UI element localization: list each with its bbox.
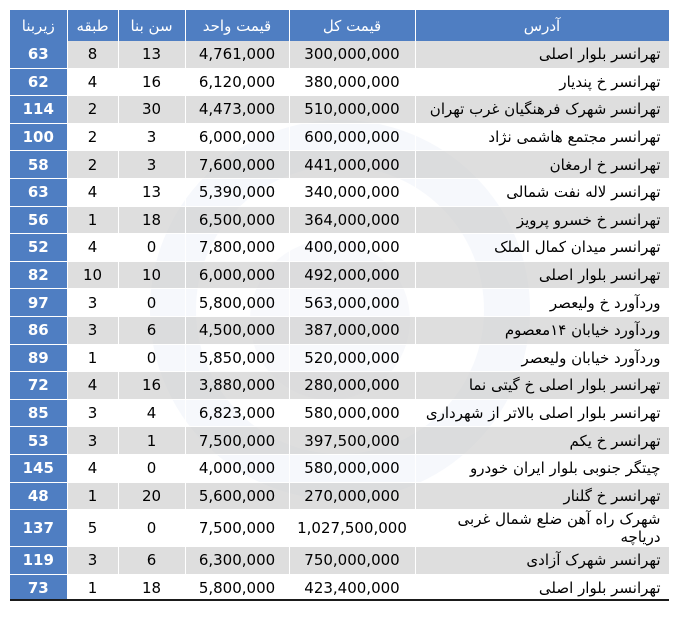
cell-address: تهرانسر مجتمع هاشمی نژاد <box>415 123 669 151</box>
cell-age: 1 <box>118 427 185 455</box>
cell-total-price: 600,000,000 <box>289 123 415 151</box>
header-unit-price: قیمت واحد <box>185 10 289 41</box>
cell-area: 73 <box>10 574 67 602</box>
cell-age: 0 <box>118 289 185 317</box>
cell-address: وردآورد خیابان ۱۴معصوم <box>415 316 669 344</box>
cell-unit-price: 4,000,000 <box>185 454 289 482</box>
cell-area: 82 <box>10 261 67 289</box>
cell-total-price: 510,000,000 <box>289 96 415 124</box>
table-row <box>10 151 669 179</box>
cell-unit-price: 6,300,000 <box>185 547 289 575</box>
table-row <box>10 316 669 344</box>
cell-floor: 1 <box>67 206 118 234</box>
cell-floor: 2 <box>67 96 118 124</box>
cell-address: تهرانسر بلوار اصلی <box>415 261 669 289</box>
cell-address: شهرک راه آهن ضلع شمال غربی دریاچه <box>415 510 669 547</box>
cell-address: تهرانسر بلوار اصلی <box>415 574 669 602</box>
cell-area: 89 <box>10 344 67 372</box>
cell-floor: 2 <box>67 151 118 179</box>
cell-area: 63 <box>10 41 67 68</box>
cell-floor: 3 <box>67 427 118 455</box>
cell-area: 72 <box>10 372 67 400</box>
cell-address: تهرانسر بلوار اصلی بالاتر از شهرداری <box>415 399 669 427</box>
table-row <box>10 289 669 317</box>
cell-total-price: 520,000,000 <box>289 344 415 372</box>
cell-address: تهرانسر خ خسرو پرویز <box>415 206 669 234</box>
table-row <box>10 454 669 482</box>
cell-unit-price: 6,000,000 <box>185 123 289 151</box>
cell-total-price: 580,000,000 <box>289 454 415 482</box>
cell-age: 20 <box>118 482 185 510</box>
cell-unit-price: 5,850,000 <box>185 344 289 372</box>
cell-total-price: 380,000,000 <box>289 68 415 96</box>
cell-area: 85 <box>10 399 67 427</box>
cell-unit-price: 4,473,000 <box>185 96 289 124</box>
cell-unit-price: 7,600,000 <box>185 151 289 179</box>
cell-floor: 4 <box>67 372 118 400</box>
cell-unit-price: 5,800,000 <box>185 289 289 317</box>
table-row <box>10 574 669 602</box>
cell-floor: 4 <box>67 68 118 96</box>
cell-address: چیتگر جنوبی بلوار ایران خودرو <box>415 454 669 482</box>
cell-address: تهرانسر خ گلنار <box>415 482 669 510</box>
table-body <box>10 41 669 602</box>
cell-age: 16 <box>118 372 185 400</box>
table-header-row <box>10 10 669 41</box>
cell-unit-price: 6,823,000 <box>185 399 289 427</box>
table-row <box>10 68 669 96</box>
cell-area: 114 <box>10 96 67 124</box>
cell-unit-price: 6,000,000 <box>185 261 289 289</box>
cell-total-price: 387,000,000 <box>289 316 415 344</box>
header-floor: طبقه <box>67 10 118 41</box>
cell-unit-price: 5,800,000 <box>185 574 289 602</box>
cell-floor: 3 <box>67 316 118 344</box>
cell-age: 3 <box>118 151 185 179</box>
cell-address: تهرانسر خ پندیار <box>415 68 669 96</box>
table-row <box>10 399 669 427</box>
cell-age: 0 <box>118 510 185 547</box>
table-row <box>10 482 669 510</box>
cell-total-price: 423,400,000 <box>289 574 415 602</box>
cell-address: تهرانسر بلوار اصلی <box>415 41 669 68</box>
cell-unit-price: 3,880,000 <box>185 372 289 400</box>
cell-floor: 3 <box>67 399 118 427</box>
cell-unit-price: 4,761,000 <box>185 41 289 68</box>
price-table-container <box>10 10 669 602</box>
cell-floor: 10 <box>67 261 118 289</box>
cell-address: تهرانسر شهرک فرهنگیان غرب تهران <box>415 96 669 124</box>
cell-age: 6 <box>118 316 185 344</box>
table-row <box>10 41 669 68</box>
cell-area: 119 <box>10 547 67 575</box>
cell-total-price: 397,500,000 <box>289 427 415 455</box>
cell-address: تهرانسر لاله نفت شمالی <box>415 178 669 206</box>
cell-floor: 1 <box>67 574 118 602</box>
cell-age: 13 <box>118 178 185 206</box>
cell-area: 63 <box>10 178 67 206</box>
table-row <box>10 547 669 575</box>
cell-age: 10 <box>118 261 185 289</box>
cell-address: وردآورد خیابان ولیعصر <box>415 344 669 372</box>
cell-total-price: 300,000,000 <box>289 41 415 68</box>
cell-area: 53 <box>10 427 67 455</box>
cell-unit-price: 7,500,000 <box>185 510 289 547</box>
cell-floor: 8 <box>67 41 118 68</box>
cell-area: 137 <box>10 510 67 547</box>
cell-area: 56 <box>10 206 67 234</box>
cell-unit-price: 5,600,000 <box>185 482 289 510</box>
cell-area: 145 <box>10 454 67 482</box>
header-address: آدرس <box>415 10 669 41</box>
cell-unit-price: 6,500,000 <box>185 206 289 234</box>
cell-age: 18 <box>118 206 185 234</box>
cell-area: 100 <box>10 123 67 151</box>
cell-age: 0 <box>118 234 185 262</box>
cell-total-price: 400,000,000 <box>289 234 415 262</box>
cell-area: 52 <box>10 234 67 262</box>
header-total-price: قیمت کل <box>289 10 415 41</box>
cell-floor: 4 <box>67 454 118 482</box>
cell-total-price: 1,027,500,000 <box>289 510 415 547</box>
cell-address: تهرانسر شهرک آزادی <box>415 547 669 575</box>
cell-age: 3 <box>118 123 185 151</box>
table-row <box>10 178 669 206</box>
header-area: زیربنا <box>10 10 67 41</box>
cell-age: 18 <box>118 574 185 602</box>
cell-floor: 2 <box>67 123 118 151</box>
table-row <box>10 96 669 124</box>
table-row <box>10 510 669 547</box>
cell-area: 86 <box>10 316 67 344</box>
cell-total-price: 441,000,000 <box>289 151 415 179</box>
cell-age: 6 <box>118 547 185 575</box>
cell-total-price: 750,000,000 <box>289 547 415 575</box>
cell-total-price: 280,000,000 <box>289 372 415 400</box>
table-row <box>10 427 669 455</box>
cell-total-price: 563,000,000 <box>289 289 415 317</box>
cell-address: وردآورد خ ولیعصر <box>415 289 669 317</box>
cell-age: 0 <box>118 344 185 372</box>
cell-area: 58 <box>10 151 67 179</box>
cell-area: 48 <box>10 482 67 510</box>
cell-unit-price: 5,390,000 <box>185 178 289 206</box>
cell-unit-price: 6,120,000 <box>185 68 289 96</box>
cell-floor: 5 <box>67 510 118 547</box>
cell-area: 97 <box>10 289 67 317</box>
cell-age: 0 <box>118 454 185 482</box>
cell-unit-price: 4,500,000 <box>185 316 289 344</box>
cell-address: تهرانسر خ ارمغان <box>415 151 669 179</box>
table-row <box>10 372 669 400</box>
cell-floor: 1 <box>67 482 118 510</box>
cell-total-price: 492,000,000 <box>289 261 415 289</box>
cell-floor: 1 <box>67 344 118 372</box>
cell-total-price: 580,000,000 <box>289 399 415 427</box>
cell-age: 13 <box>118 41 185 68</box>
cell-total-price: 270,000,000 <box>289 482 415 510</box>
cell-total-price: 340,000,000 <box>289 178 415 206</box>
cell-address: تهرانسر خ یکم <box>415 427 669 455</box>
cell-floor: 3 <box>67 547 118 575</box>
cell-address: تهرانسر بلوار اصلی خ گیتی نما <box>415 372 669 400</box>
cell-age: 30 <box>118 96 185 124</box>
table-row <box>10 206 669 234</box>
cell-unit-price: 7,500,000 <box>185 427 289 455</box>
price-table <box>10 10 670 602</box>
header-age: سن بنا <box>118 10 185 41</box>
cell-area: 62 <box>10 68 67 96</box>
cell-address: تهرانسر میدان کمال الملک <box>415 234 669 262</box>
cell-age: 4 <box>118 399 185 427</box>
table-row <box>10 123 669 151</box>
cell-floor: 3 <box>67 289 118 317</box>
cell-age: 16 <box>118 68 185 96</box>
table-row <box>10 261 669 289</box>
cell-floor: 4 <box>67 234 118 262</box>
cell-floor: 4 <box>67 178 118 206</box>
table-row <box>10 234 669 262</box>
bottom-rule <box>10 599 669 601</box>
cell-total-price: 364,000,000 <box>289 206 415 234</box>
cell-unit-price: 7,800,000 <box>185 234 289 262</box>
table-row <box>10 344 669 372</box>
